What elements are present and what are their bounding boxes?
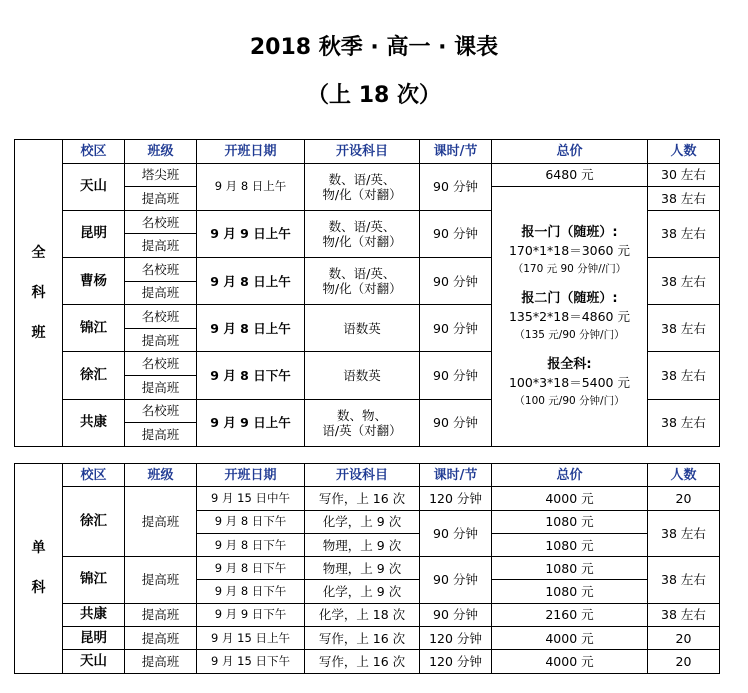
duration-cell: 90 分钟: [420, 557, 492, 604]
price-cell: 1080 元: [492, 510, 648, 533]
duration-cell: 90 分钟: [420, 257, 492, 304]
duration-cell: 90 分钟: [420, 352, 492, 399]
duration-cell: 90 分钟: [420, 163, 492, 210]
start-date-cell: 9 月 9 日上午: [197, 210, 305, 257]
start-date-cell: 9 月 15 日上午: [197, 627, 305, 650]
subjects-cell: 数、语/英、 物/化（对翻）: [305, 210, 420, 257]
people-cell: 30 左右: [648, 163, 720, 187]
duration-cell: 90 分钟: [420, 399, 492, 446]
header-price: 总价: [492, 140, 648, 164]
subject-cell: 写作，上 16 次: [305, 487, 420, 510]
subjects-cell: 语数英: [305, 305, 420, 352]
header-subjects: 开设科目: [305, 464, 420, 487]
price-all-note: （100 元/90 分钟/门）: [514, 395, 625, 408]
category-full: 全 科 班: [15, 140, 63, 447]
header-start-date: 开班日期: [197, 140, 305, 164]
price-all-calc: 100*3*18＝5400 元: [508, 375, 630, 391]
campus-cell: 昆明: [63, 210, 125, 257]
class-cell: 提高班: [125, 650, 197, 673]
campus-cell: 共康: [63, 399, 125, 446]
class-cell: 名校班: [125, 399, 197, 423]
subjects-cell: 数、语/英、 物/化（对翻）: [305, 163, 420, 210]
single-subject-table: [14, 463, 720, 674]
duration-cell: 120 分钟: [420, 650, 492, 673]
title-line-1: 2018 秋季 · 高一 · 课表: [249, 35, 499, 60]
people-cell: 38 左右: [648, 603, 720, 626]
start-date-cell: 9 月 9 日下午: [197, 603, 305, 626]
table-row: [15, 487, 720, 510]
header-subjects: 开设科目: [305, 140, 420, 164]
start-date-cell: 9 月 8 日下午: [197, 557, 305, 580]
class-cell: 名校班: [125, 257, 197, 281]
price-all-label: 报全科:: [547, 357, 592, 373]
class-cell: 提高班: [125, 187, 197, 211]
people-cell: 38 左右: [648, 187, 720, 211]
price-one-label: 报一门（随班）:: [521, 225, 618, 241]
start-date-cell: 9 月 8 日上午: [197, 257, 305, 304]
people-cell: 20: [648, 487, 720, 510]
header-campus: 校区: [63, 140, 125, 164]
people-cell: 38 左右: [648, 399, 720, 446]
start-date-cell: 9 月 8 日上午: [197, 163, 305, 210]
start-date-cell: 9 月 8 日下午: [197, 352, 305, 399]
campus-cell: 昆明: [63, 627, 125, 650]
class-cell: 提高班: [125, 234, 197, 258]
header-duration: 课时/节: [420, 464, 492, 487]
class-cell: 提高班: [125, 603, 197, 626]
class-cell: 提高班: [125, 487, 197, 557]
duration-cell: 90 分钟: [420, 305, 492, 352]
start-date-cell: 9 月 9 日上午: [197, 399, 305, 446]
header-duration: 课时/节: [420, 140, 492, 164]
class-cell: 提高班: [125, 375, 197, 399]
campus-cell: 天山: [63, 163, 125, 210]
subject-cell: 化学，上 9 次: [305, 580, 420, 603]
price-one-note: （170 元 90 分钟//门）: [512, 263, 627, 276]
table-row: [15, 557, 720, 580]
people-cell: 38 左右: [648, 257, 720, 304]
subject-cell: 写作，上 16 次: [305, 650, 420, 673]
header-class: 班级: [125, 140, 197, 164]
campus-cell: 曹杨: [63, 257, 125, 304]
duration-cell: 90 分钟: [420, 510, 492, 557]
price-cell: 1080 元: [492, 533, 648, 556]
header-campus: 校区: [63, 464, 125, 487]
table-row: [15, 603, 720, 626]
class-cell: 提高班: [125, 423, 197, 447]
price-cell: 6480 元: [492, 163, 648, 187]
price-cell: 4000 元: [492, 487, 648, 510]
class-cell: 提高班: [125, 627, 197, 650]
campus-cell: 锦江: [63, 557, 125, 604]
price-cell: 2160 元: [492, 603, 648, 626]
people-cell: 38 左右: [648, 305, 720, 352]
price-cell: 4000 元: [492, 627, 648, 650]
subject-cell: 化学，上 18 次: [305, 603, 420, 626]
people-cell: 38 左右: [648, 210, 720, 257]
subject-cell: 物理，上 9 次: [305, 557, 420, 580]
price-cell: 1080 元: [492, 557, 648, 580]
price-two-note: （135 元/90 分钟/门）: [514, 329, 625, 342]
price-one-calc: 170*1*18＝3060 元: [508, 243, 630, 259]
header-class: 班级: [125, 464, 197, 487]
price-two-calc: 135*2*18＝4860 元: [508, 309, 630, 325]
duration-cell: 120 分钟: [420, 627, 492, 650]
campus-cell: 锦江: [63, 305, 125, 352]
campus-cell: 徐汇: [63, 487, 125, 557]
price-two-label: 报二门（随班）:: [521, 291, 618, 307]
header-people: 人数: [648, 140, 720, 164]
people-cell: 38 左右: [648, 510, 720, 557]
campus-cell: 天山: [63, 650, 125, 673]
header-price: 总价: [492, 464, 648, 487]
class-cell: 提高班: [125, 281, 197, 305]
subjects-cell: 数、物、 语/英（对翻）: [305, 399, 420, 446]
start-date-cell: 9 月 15 日中午: [197, 487, 305, 510]
header-row: [15, 140, 720, 164]
table-row: [15, 163, 720, 187]
subject-cell: 写作，上 16 次: [305, 627, 420, 650]
duration-cell: 90 分钟: [420, 210, 492, 257]
people-cell: 38 左右: [648, 352, 720, 399]
start-date-cell: 9 月 8 日下午: [197, 533, 305, 556]
campus-cell: 共康: [63, 603, 125, 626]
full-subject-table: [14, 139, 720, 447]
people-cell: 38 左右: [648, 557, 720, 604]
subjects-cell: 语数英: [305, 352, 420, 399]
class-cell: 塔尖班: [125, 163, 197, 187]
people-cell: 20: [648, 650, 720, 673]
header-people: 人数: [648, 464, 720, 487]
subjects-cell: 数、语/英、 物/化（对翻）: [305, 257, 420, 304]
title-line-2: （上 18 次）: [307, 83, 441, 108]
price-breakdown-cell: [492, 187, 648, 447]
class-cell: 名校班: [125, 305, 197, 329]
class-cell: 提高班: [125, 328, 197, 352]
duration-cell: 90 分钟: [420, 603, 492, 626]
start-date-cell: 9 月 15 日下午: [197, 650, 305, 673]
table-row: [15, 650, 720, 673]
start-date-cell: 9 月 8 日下午: [197, 510, 305, 533]
class-cell: 名校班: [125, 210, 197, 234]
header-row: [15, 464, 720, 487]
duration-cell: 120 分钟: [420, 487, 492, 510]
start-date-cell: 9 月 8 日上午: [197, 305, 305, 352]
subject-cell: 化学，上 9 次: [305, 510, 420, 533]
header-start-date: 开班日期: [197, 464, 305, 487]
campus-cell: 徐汇: [63, 352, 125, 399]
class-cell: 名校班: [125, 352, 197, 376]
start-date-cell: 9 月 8 日下午: [197, 580, 305, 603]
category-single: 单 科: [15, 464, 63, 674]
people-cell: 20: [648, 627, 720, 650]
class-cell: 提高班: [125, 557, 197, 604]
subject-cell: 物理，上 9 次: [305, 533, 420, 556]
price-cell: 4000 元: [492, 650, 648, 673]
table-row: [15, 627, 720, 650]
price-cell: 1080 元: [492, 580, 648, 603]
